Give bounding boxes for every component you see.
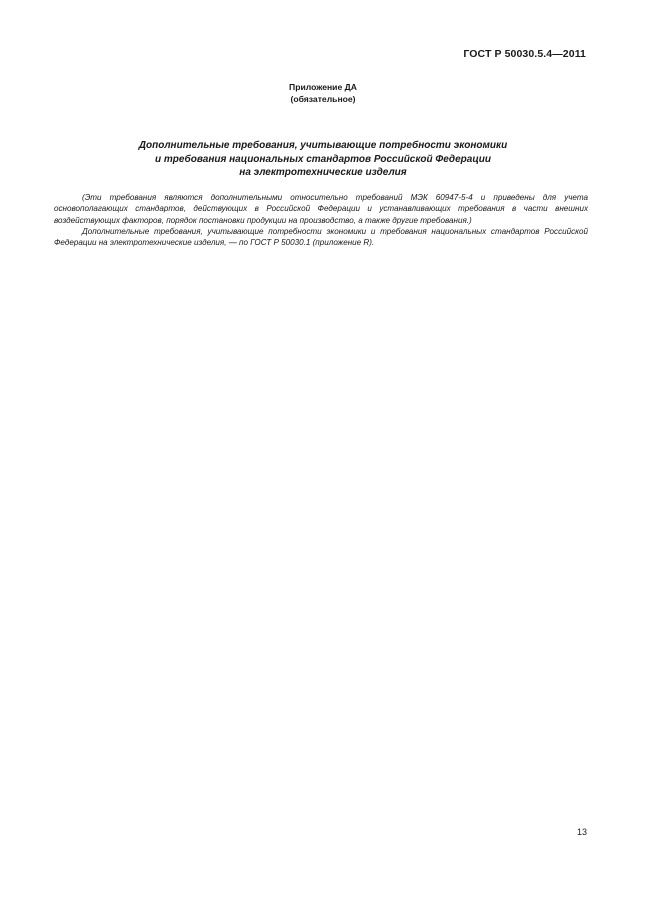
body-text (54, 192, 588, 248)
appendix-label: Приложение ДА (289, 82, 357, 92)
paragraph-requirements: Дополнительные требования, учитывающие потребности экономики и требования национальных стандартов Российской Федерации на электротехнические изделия, — по ГОСТ Р 50030.1 (приложение R). (54, 226, 588, 248)
appendix-title (0, 139, 646, 180)
title-line: и требования национальных стандартов Российской Федерации (154, 153, 492, 165)
document-code: ГОСТ Р 50030.5.4—2011 (463, 48, 586, 60)
title-line: на электротехнические изделия (239, 167, 407, 178)
page-number: 13 (576, 827, 587, 837)
appendix-heading (0, 81, 646, 105)
title-line: Дополнительные требования, учитывающие потребности экономики (138, 140, 508, 151)
paragraph-note: (Эти требования являются дополнительными относительно требований МЭК 60947-5-4 и приведены для учета основополагающих стандартов, действующих в Российской Федерации и устанавливающих требования в части внешних воздействующих факторов, порядок постановки продукции на производство, а также другие требования.) (54, 193, 588, 225)
appendix-status: (обязательное) (290, 94, 356, 104)
